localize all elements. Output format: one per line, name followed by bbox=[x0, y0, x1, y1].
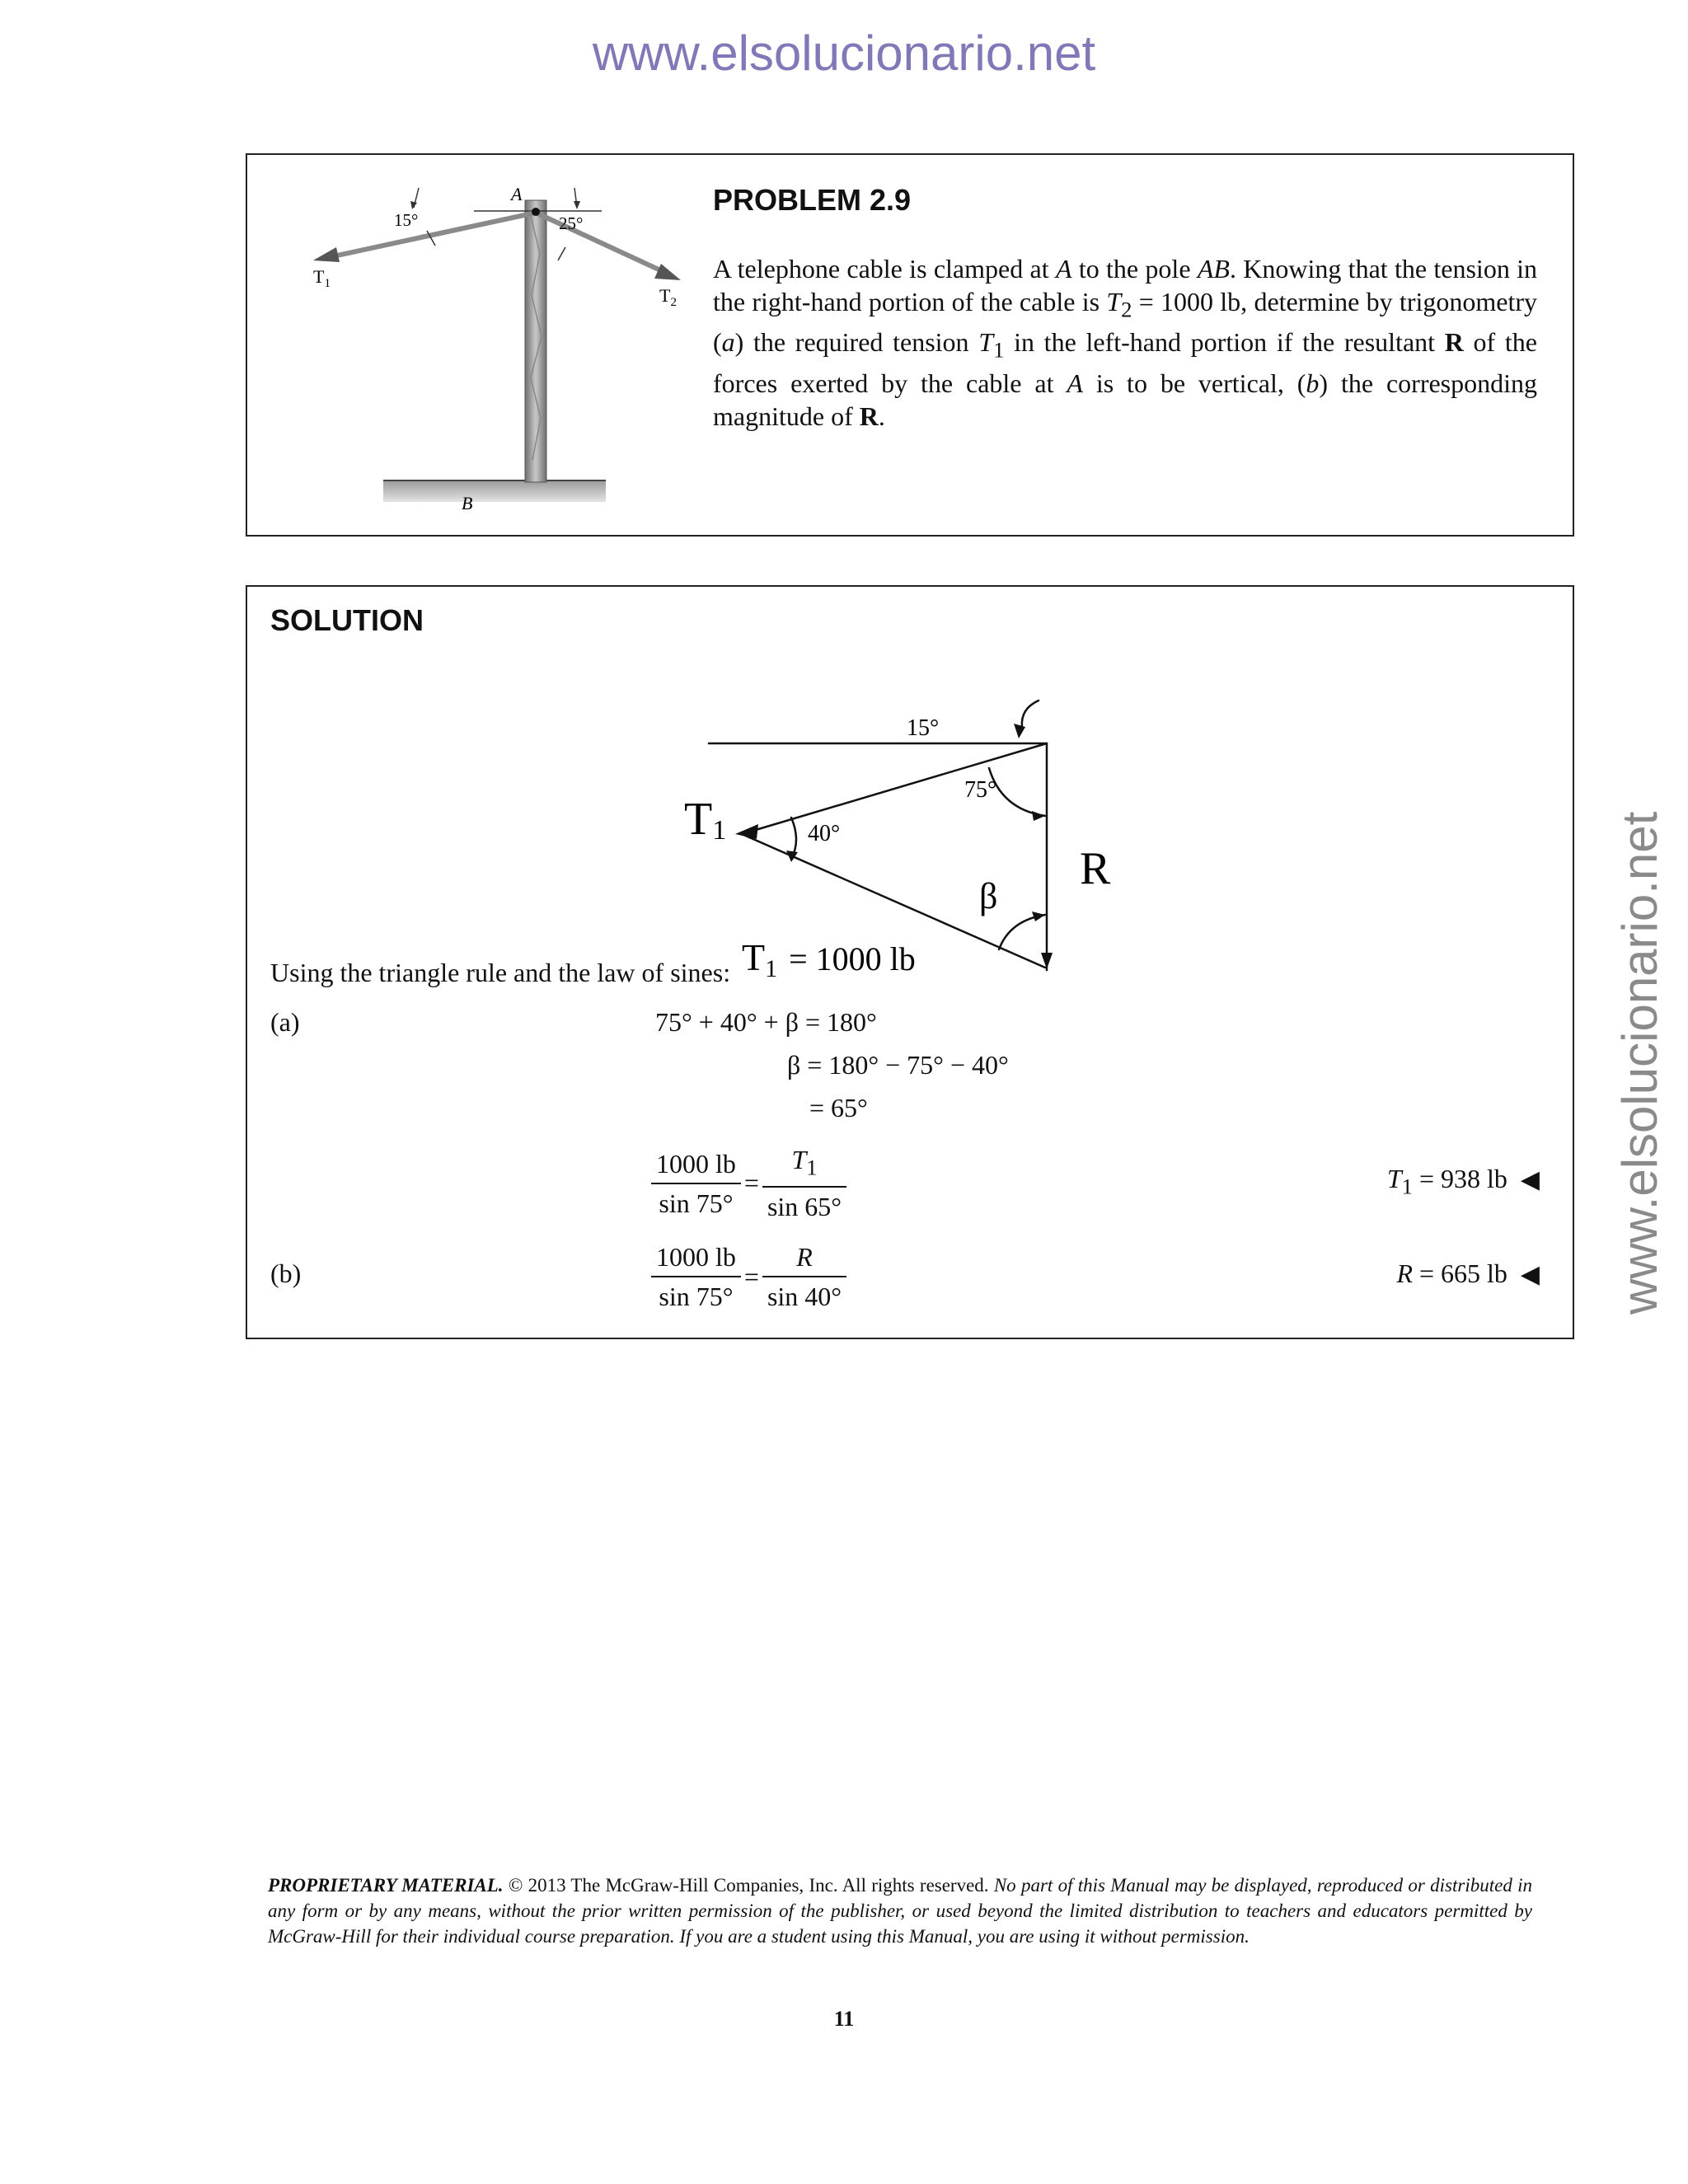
cable-left bbox=[326, 213, 536, 258]
force-triangle-sketch bbox=[676, 636, 1170, 982]
pole bbox=[525, 200, 546, 482]
label-t1: $T_1$ bbox=[313, 266, 331, 290]
problem-statement: A telephone cable is clamped at A to the pole AB. Knowing that the tension in the right-hand portion of the cable is $T_2 = 1000$ lb, determine by trigonometry (a) the required tension $T_1$ in the left-hand portion if the resultant R of the forces exerted by the cable at A is to be vertical, (b) the corresponding magnitude of R. bbox=[713, 254, 1538, 431]
label-angle-right: 25° bbox=[559, 213, 584, 233]
equation-beta: β = 180° − 75° − 40° bbox=[787, 1050, 1009, 1080]
watermark-side: www.elsolucionario.net bbox=[1612, 811, 1667, 1315]
equation-beta-result: = 65° bbox=[809, 1093, 868, 1122]
solution-box bbox=[246, 585, 1574, 1339]
cable-right bbox=[536, 213, 669, 274]
equation-law-of-sines-r: $\frac{1000 lb}{\sin 75^\circ}$ = $\frac{R}{\sin 40^\circ}$ bbox=[651, 1238, 846, 1315]
answer-r: R = 665 lb ◀ bbox=[1396, 1258, 1540, 1288]
sketch-label-r: R bbox=[1080, 843, 1111, 894]
footer-copyright-notice: PROPRIETARY MATERIAL. © 2013 The McGraw-Hill Companies, Inc. All rights reserved. No part of this Manual may be displayed, reproduced or distributed in any form or by any means, without the prior written permission of the publisher, or used beyond the limited distribution to teachers and educators permitted by McGraw-Hill for their individual course preparation. If you are a student using this Manual, you are using it without permission. bbox=[268, 1875, 1532, 1947]
part-b-label: (b) bbox=[270, 1258, 302, 1288]
problem-title: PROBLEM 2.9 bbox=[713, 183, 912, 217]
equation-angle-sum: 75° + 40° + β = 180° bbox=[655, 1007, 877, 1037]
problem-box bbox=[246, 153, 1574, 537]
solution-intro: Using the triangle rule and the law of sines: bbox=[270, 958, 731, 987]
part-a-label: (a) bbox=[270, 1007, 300, 1037]
sketch-label-t1: T1 bbox=[684, 794, 727, 846]
clamp-point bbox=[532, 208, 540, 216]
answer-t1: $T_1 = 938$ lb ◀ bbox=[1386, 1164, 1540, 1199]
equation-law-of-sines-t1: $\frac{1000 lb}{\sin 75^\circ}$ = $\frac{T_1}{\sin 65^\circ}$ bbox=[651, 1141, 846, 1226]
label-t2: $T_2$ bbox=[659, 285, 677, 309]
page-number: 11 bbox=[833, 2007, 855, 2031]
label-angle-left: 15° bbox=[394, 210, 419, 230]
sketch-label-40: 40° bbox=[808, 821, 841, 846]
solution-title: SOLUTION bbox=[270, 603, 424, 637]
arrow-t2 bbox=[654, 264, 681, 280]
sketch-label-t2: T1 = 1000 lb bbox=[742, 936, 916, 982]
sketch-label-beta: β bbox=[979, 876, 998, 916]
label-a: A bbox=[511, 184, 523, 204]
arrow-t1 bbox=[313, 247, 340, 262]
ground bbox=[383, 480, 606, 502]
sketch-label-75: 75° bbox=[964, 777, 997, 803]
label-b: B bbox=[462, 493, 473, 513]
sketch-label-15: 15° bbox=[907, 715, 940, 741]
pole-figure bbox=[288, 155, 684, 534]
watermark-top: www.elsolucionario.net bbox=[592, 26, 1096, 81]
